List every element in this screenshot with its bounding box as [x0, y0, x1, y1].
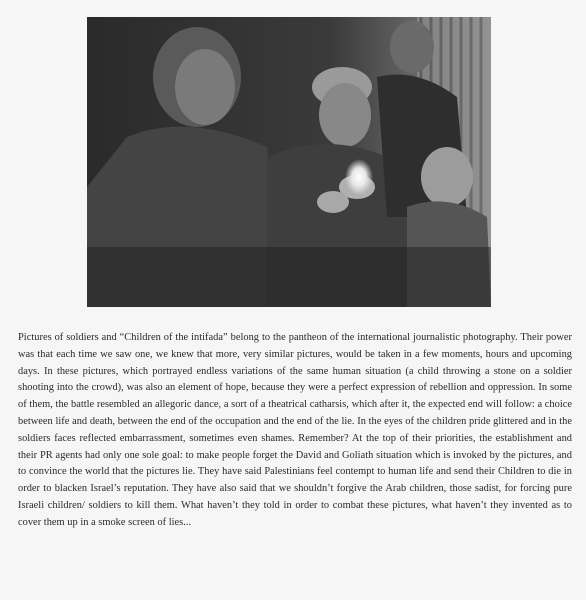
- black-and-white-photograph: [87, 17, 491, 307]
- article-paragraph: Pictures of soldiers and “Children of the intifada” belong to the pantheon of the international journalistic photography. Their power was that each time we saw one, we knew that more, very similar pictures, would be taken in a few moments, hours and upcoming days. In these pictures, which portrayed endless variations of the same human situation (a child throwing a stone on a soldier shooting into the crowd), was also an element of hope, because they were a perfect expression of rebellion and oppression. In some of them, the battle resembled an allegoric dance, a sort of a theatrical catharsis, which after it, the expected end will follow: a choice between life and death, between the end of the occupation and the end of the lie. In the eyes of the children pride glittered and in the soldiers faces reflected embarrassment, sometimes even shames. Remember? At the top of their priorities, the establishment and their PR agents had only one sole goal: to make people forget the David and Goliath situation which is invoked by the pictures, and to convince the world that the pictures lie. They have said Palestinians feel contempt to human life and send their Children to die in order to blacken Israel’s reputation. They have also said that we shouldn’t forgive the Arab children, those sadist, for forcing pure Israeli children/ soldiers to kill them. What haven’t they told in order to combat these pictures, what haven’t they invented as to cover them up in a smoke screen of lies...: [18, 332, 572, 528]
